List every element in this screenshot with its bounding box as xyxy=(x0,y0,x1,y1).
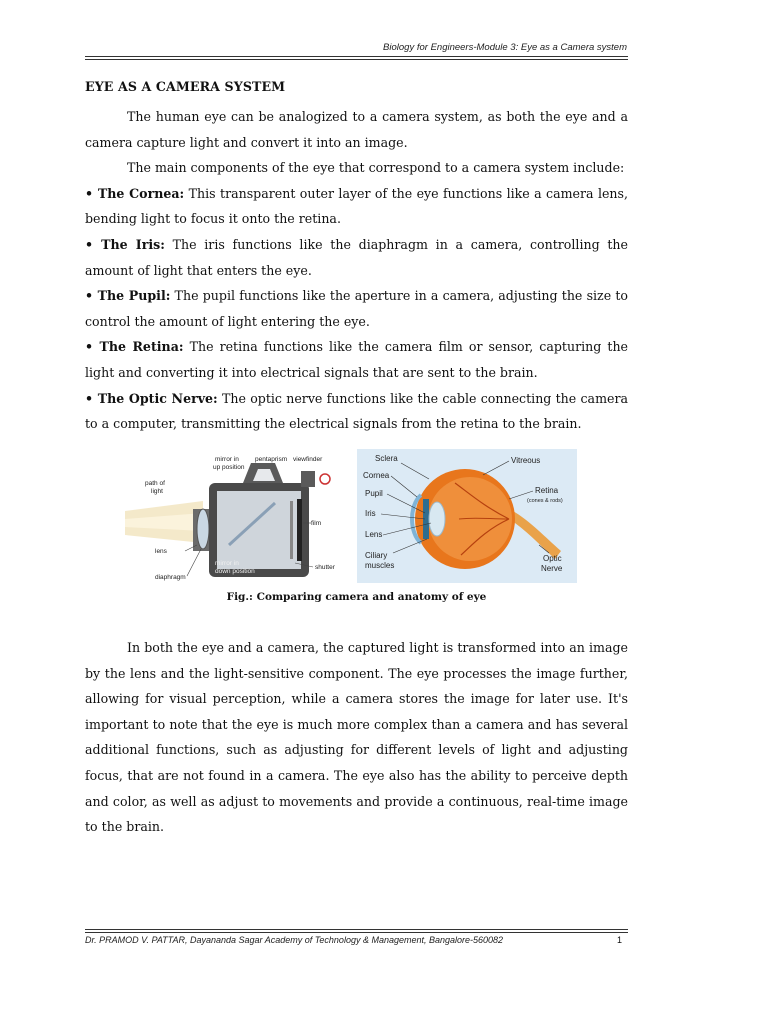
closing-content xyxy=(85,635,628,840)
lens-label: lens xyxy=(155,548,167,555)
footer-rule xyxy=(85,929,628,930)
pupil-label: Pupil xyxy=(365,489,383,498)
shutter-label: shutter xyxy=(315,564,335,571)
optic-label-1: Optic xyxy=(543,554,562,563)
bullet-text: The iris functions like the diaphragm in a camera, controlling the amount of light that enters the eye. xyxy=(85,236,628,278)
bullet-text: The pupil functions like the aperture in a camera, adjusting the size to control the amount of light entering the eye. xyxy=(85,288,628,329)
bullet-term: • The Cornea: xyxy=(85,185,185,201)
closing-paragraph: In both the eye and a camera, the captured light is transformed into an image by the lens and the light-sensitive component. The eye processes the image further, allowing for visual perception, while a camera stores the image for later use. It's important to note that the eye is much more complex than a camera and has several additional functions, such as adjusting for different levels of light and adjusting focus, that are not found in a camera. The eye also has the ability to perceive depth and color, as well as adjust to movements and provide a continuous, real-time image to the brain. xyxy=(85,640,628,835)
bullet-cornea xyxy=(85,181,628,232)
camera-eye-figure xyxy=(125,449,577,583)
bullet-term: • The Iris: xyxy=(85,236,165,252)
bullet-text: The retina functions like the camera film or sensor, capturing the light and converting it into electrical signals that are sent to the brain. xyxy=(85,339,629,380)
camera-diagram xyxy=(125,449,345,583)
bullet-text: This transparent outer layer of the eye functions like a camera lens, bending light to focus it onto the retina. xyxy=(85,185,628,227)
figure-caption: Fig.: Comparing camera and anatomy of eye xyxy=(226,591,487,603)
retina-sub-label: (cones & rods) xyxy=(527,498,563,504)
ciliary-label-1: Ciliary xyxy=(365,551,388,560)
lens-shape xyxy=(429,502,445,536)
bullet-text: The optic nerve functions like the cable connecting the camera to a computer, transmitting the electrical signals from the retina to the brain. xyxy=(85,390,628,432)
bullet-pupil xyxy=(85,283,628,334)
mirror-down-label-2: down position xyxy=(215,568,255,575)
pentaprism-text: pentaprism xyxy=(255,456,288,463)
lens-eye-label: Lens xyxy=(365,530,383,539)
viewfinder-label: viewfinder xyxy=(293,456,323,463)
bullet-term: • The Retina: xyxy=(85,339,184,355)
footer-author: Dr. PRAMOD V. PATTAR, Dayananda Sagar Academy of Technology & Management, Bangalore-560082 xyxy=(85,935,504,945)
running-header: Biology for Engineers-Module 3: Eye as a Camera system xyxy=(383,42,627,53)
film-label: film xyxy=(311,520,322,527)
header-rule xyxy=(85,56,628,57)
mirror-up-label-1: mirror in xyxy=(215,456,239,463)
header-rule-2 xyxy=(85,59,628,60)
section-title: EYE AS A CAMERA SYSTEM xyxy=(85,79,286,94)
intro-paragraph: The human eye can be analogized to a camera system, as both the eye and a camera capture light and convert it into an image. xyxy=(85,109,628,150)
main-content xyxy=(85,78,628,437)
iris-label: Iris xyxy=(365,509,376,518)
bullet-term: • The Optic Nerve: xyxy=(85,390,218,406)
path-label-1: path of xyxy=(145,480,165,487)
diaphragm-label: diaphragm xyxy=(155,574,186,581)
vitreous-label: Vitreous xyxy=(511,456,541,465)
retina-label: Retina xyxy=(535,486,559,495)
ciliary-label-2: muscles xyxy=(365,561,395,570)
lead-paragraph: The main components of the eye that correspond to a camera system include: xyxy=(127,160,625,176)
bullet-iris xyxy=(85,232,628,283)
sclera-label: Sclera xyxy=(375,454,398,463)
footer-rule-2 xyxy=(85,932,628,933)
path-label-2: light xyxy=(151,488,163,495)
bullet-retina xyxy=(85,334,628,385)
cornea-label: Cornea xyxy=(363,471,390,480)
bullet-optic-nerve xyxy=(85,386,628,437)
page-number: 1 xyxy=(616,935,622,945)
mirror-up-label-2: up position xyxy=(213,464,245,471)
svg-text:OpticNerve xyxy=(541,554,563,573)
film-plane xyxy=(297,499,302,561)
optic-label-2: Nerve xyxy=(541,564,563,573)
eye-diagram xyxy=(357,449,577,583)
bullet-term: • The Pupil: xyxy=(85,288,171,304)
mirror-down-label-1: mirror in xyxy=(215,560,239,567)
